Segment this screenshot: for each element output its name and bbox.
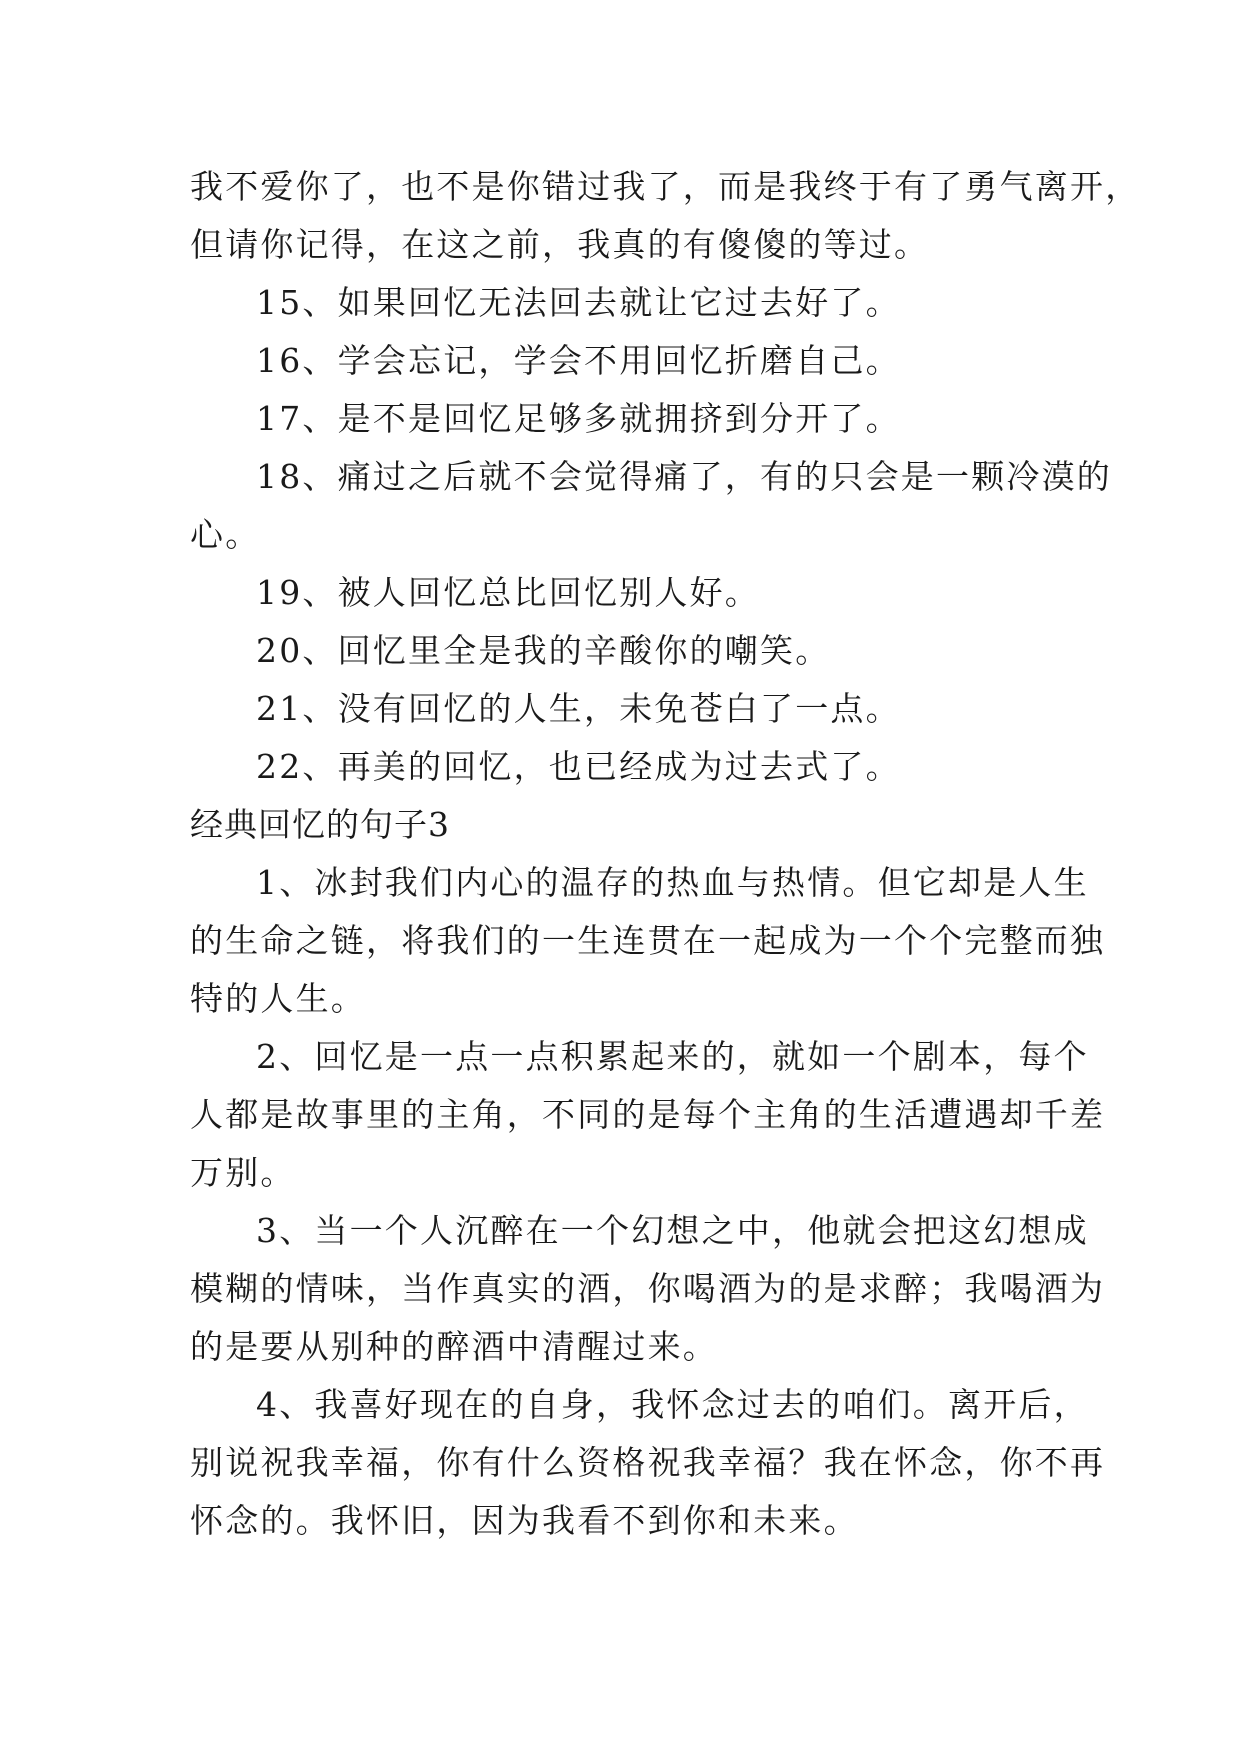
paragraph-line: 的是要从别种的醉酒中清醒过来。 — [190, 1327, 718, 1366]
list-item-17: 17、是不是回忆足够多就拥挤到分开了。 — [256, 399, 901, 438]
paragraph-line: 万别。 — [190, 1153, 296, 1192]
paragraph-line: 怀念的。我怀旧，因为我看不到你和未来。 — [190, 1501, 859, 1540]
list-item-15: 15、如果回忆无法回去就让它过去好了。 — [256, 283, 901, 322]
paragraph-line: 别说祝我幸福，你有什么资格祝我幸福？我在怀念，你不再 — [190, 1443, 1106, 1482]
list-item-22: 22、再美的回忆，也已经成为过去式了。 — [256, 747, 901, 786]
list-item-19: 19、被人回忆总比回忆别人好。 — [256, 573, 760, 612]
list-item-2: 2、回忆是一点一点积累起来的，就如一个剧本，每个 — [256, 1037, 1089, 1076]
paragraph-line: 人都是故事里的主角，不同的是每个主角的生活遭遇却千差 — [190, 1095, 1106, 1134]
list-item-4: 4、我喜好现在的自身，我怀念过去的咱们。离开后， — [256, 1385, 1089, 1424]
list-item-20: 20、回忆里全是我的辛酸你的嘲笑。 — [256, 631, 831, 670]
paragraph-line: 特的人生。 — [190, 979, 366, 1018]
list-item-21: 21、没有回忆的人生，未免苍白了一点。 — [256, 689, 901, 728]
list-item-1: 1、冰封我们内心的温存的热血与热情。但它却是人生 — [256, 863, 1089, 902]
section-heading: 经典回忆的句子3 — [190, 805, 450, 844]
paragraph-line: 但请你记得，在这之前，我真的有傻傻的等过。 — [190, 225, 930, 264]
paragraph-line: 我不爱你了，也不是你错过我了，而是我终于有了勇气离开， — [190, 167, 1141, 206]
document-body — [190, 158, 1141, 1550]
paragraph-line: 模糊的情味，当作真实的酒，你喝酒为的是求醉；我喝酒为 — [190, 1269, 1106, 1308]
list-item-18: 18、痛过之后就不会觉得痛了，有的只会是一颗冷漠的 — [256, 457, 1112, 496]
list-item-16: 16、学会忘记，学会不用回忆折磨自己。 — [256, 341, 901, 380]
paragraph-line: 的生命之链，将我们的一生连贯在一起成为一个个完整而独 — [190, 921, 1106, 960]
paragraph-line: 心。 — [190, 515, 261, 554]
list-item-3: 3、当一个人沉醉在一个幻想之中，他就会把这幻想成 — [256, 1211, 1089, 1250]
